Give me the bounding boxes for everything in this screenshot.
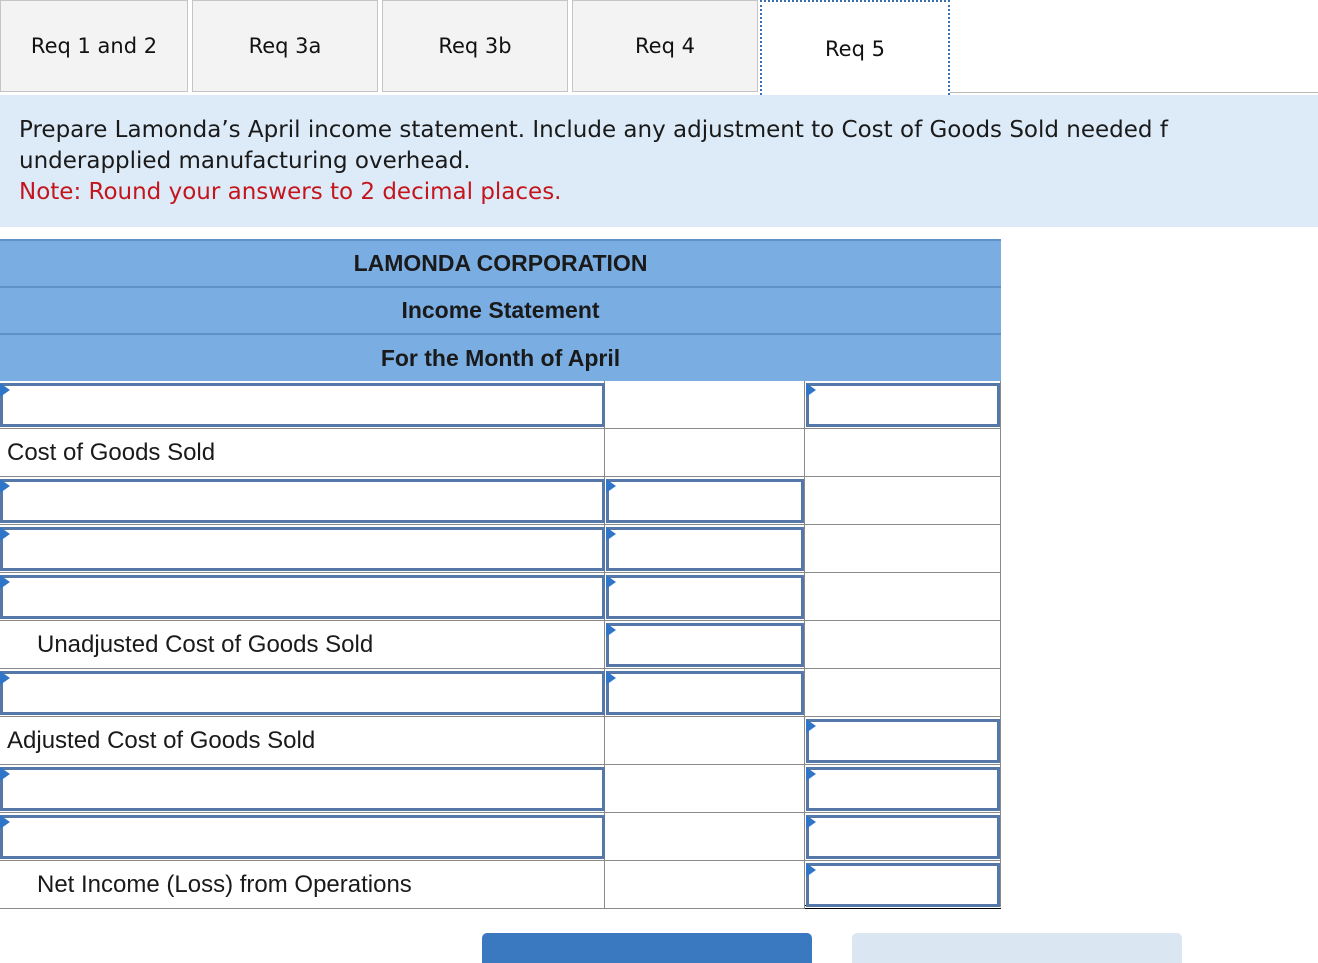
company-name: LAMONDA CORPORATION	[0, 239, 1001, 286]
table-row	[0, 477, 1001, 525]
account-dropdown[interactable]	[0, 479, 605, 523]
table-row	[0, 765, 1001, 813]
table-row	[0, 861, 1001, 909]
amount-input[interactable]	[806, 719, 1000, 763]
cogs-label: Cost of Goods Sold	[7, 439, 216, 466]
instructions-line-2: underapplied manufacturing overhead.	[19, 148, 471, 174]
table-row	[0, 381, 1001, 429]
account-dropdown[interactable]	[0, 767, 605, 811]
table-row	[0, 525, 1001, 573]
table-row	[0, 813, 1001, 861]
net-income-label: Net Income (Loss) from Operations	[37, 871, 412, 898]
requirement-tabs	[0, 0, 1318, 93]
account-dropdown[interactable]	[0, 383, 605, 427]
next-button[interactable]	[852, 933, 1182, 963]
table-row	[0, 669, 1001, 717]
account-dropdown[interactable]	[0, 575, 605, 619]
tab-req-4[interactable]: Req 4	[572, 0, 758, 92]
amount-input[interactable]	[806, 815, 1000, 859]
account-dropdown[interactable]	[0, 815, 605, 859]
tab-req-3b[interactable]: Req 3b	[382, 0, 568, 92]
amount-input[interactable]	[606, 575, 804, 619]
account-dropdown[interactable]	[0, 671, 605, 715]
amount-input[interactable]	[606, 671, 804, 715]
instructions-line-1: Prepare Lamonda’s April income statement. Include any adjustment to Cost of Goods Sold needed f	[19, 117, 1168, 143]
table-row	[0, 621, 1001, 669]
amount-input[interactable]	[806, 383, 1000, 427]
statement-period: For the Month of April	[0, 333, 1001, 381]
statement-title: Income Statement	[0, 286, 1001, 333]
account-dropdown[interactable]	[0, 527, 605, 571]
instructions-panel	[0, 95, 1318, 227]
table-row	[0, 429, 1001, 477]
amount-input[interactable]	[806, 767, 1000, 811]
table-row	[0, 573, 1001, 621]
adjusted-cogs-label: Adjusted Cost of Goods Sold	[7, 727, 316, 754]
amount-input[interactable]	[806, 863, 1000, 907]
amount-input[interactable]	[606, 527, 804, 571]
table-row	[0, 717, 1001, 765]
previous-button[interactable]	[482, 933, 812, 963]
tab-req-1-and-2[interactable]: Req 1 and 2	[0, 0, 188, 92]
amount-input[interactable]	[606, 479, 804, 523]
tab-req-3a[interactable]: Req 3a	[192, 0, 378, 92]
rounding-note: Note: Round your answers to 2 decimal places.	[19, 179, 562, 205]
amount-input[interactable]	[606, 623, 804, 667]
unadjusted-cogs-label: Unadjusted Cost of Goods Sold	[37, 631, 374, 658]
tab-req-5[interactable]: Req 5	[760, 0, 950, 95]
